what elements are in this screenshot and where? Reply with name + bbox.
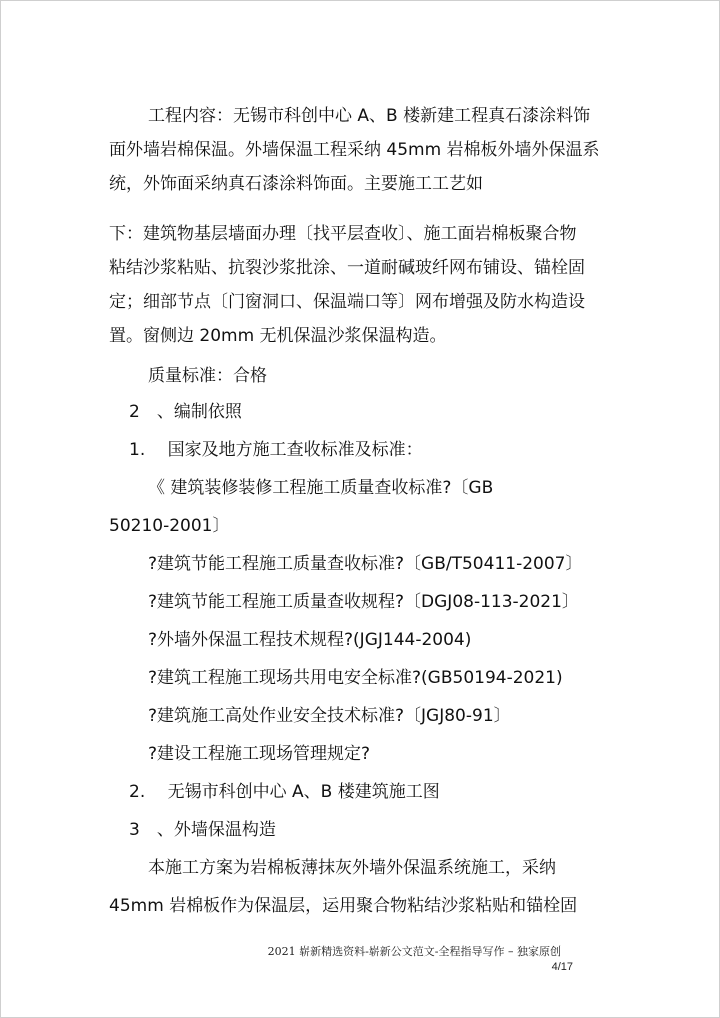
text-line: ?建筑节能工程施工质量查收标准?〔GB/T50411-2007〕 (148, 554, 583, 574)
text-line: 质量标准：合格 (148, 366, 267, 386)
text-line: 面外墙岩棉保温。外墙保温工程采纳 45mm 岩棉板外墙外保温系 (109, 140, 600, 160)
text-line: 《 建筑装修装修工程施工质量查收标准?〔GB (148, 478, 494, 498)
text-line: ?外墙外保温工程技术规程?(JGJ144-2004) (148, 630, 472, 650)
page-number: 4/17 (551, 961, 573, 973)
text-line: 粘结沙浆粘贴、抗裂沙浆批涂、一道耐碱玻纤网布铺设、锚栓固 (109, 258, 585, 278)
list-item: 1. 国家及地方施工查收标准及标准： (129, 440, 423, 460)
text-line: 45mm 岩棉板作为保温层，运用聚合物粘结沙浆粘贴和锚栓固 (109, 896, 578, 916)
text-line: 置。窗侧边 20mm 无机保温沙浆保温构造。 (109, 326, 447, 346)
text-line: 50210-2001〕 (109, 516, 230, 536)
page-footer: 2021 崭新精选资料-崭新公文范文-全程指导写作 – 独家原创 (267, 945, 561, 958)
text-line: ?建筑节能工程施工质量查收规程?〔DGJ08-113-2021〕 (148, 592, 579, 612)
section-heading: 3 、外墙保温构造 (129, 820, 276, 840)
text-line: ?建筑工程施工现场共用电安全标准?(GB50194-2021) (148, 668, 563, 688)
list-item: 2. 无锡市科创中心 A、B 楼建筑施工图 (129, 782, 440, 802)
section-heading: 2 、编制依照 (129, 402, 242, 422)
text-line: 下：建筑物基层墙面办理〔找平层查收〕、施工面岩棉板聚合物 (109, 224, 577, 244)
text-line: ?建筑施工高处作业安全技术标准?〔JGJ80-91〕 (148, 706, 511, 726)
text-line: ?建设工程施工现场管理规定? (148, 744, 371, 764)
text-line: 本施工方案为岩棉板薄抹灰外墙外保温系统施工，采纳 (148, 858, 556, 878)
text-line: 工程内容：无锡市科创中心 A、B 楼新建工程真石漆涂料饰 (148, 106, 591, 126)
text-line: 定；细部节点〔门窗洞口、保温端口等〕网布增强及防水构造设 (109, 292, 585, 312)
text-line: 统，外饰面采纳真石漆涂料饰面。主要施工工艺如 (109, 174, 483, 194)
